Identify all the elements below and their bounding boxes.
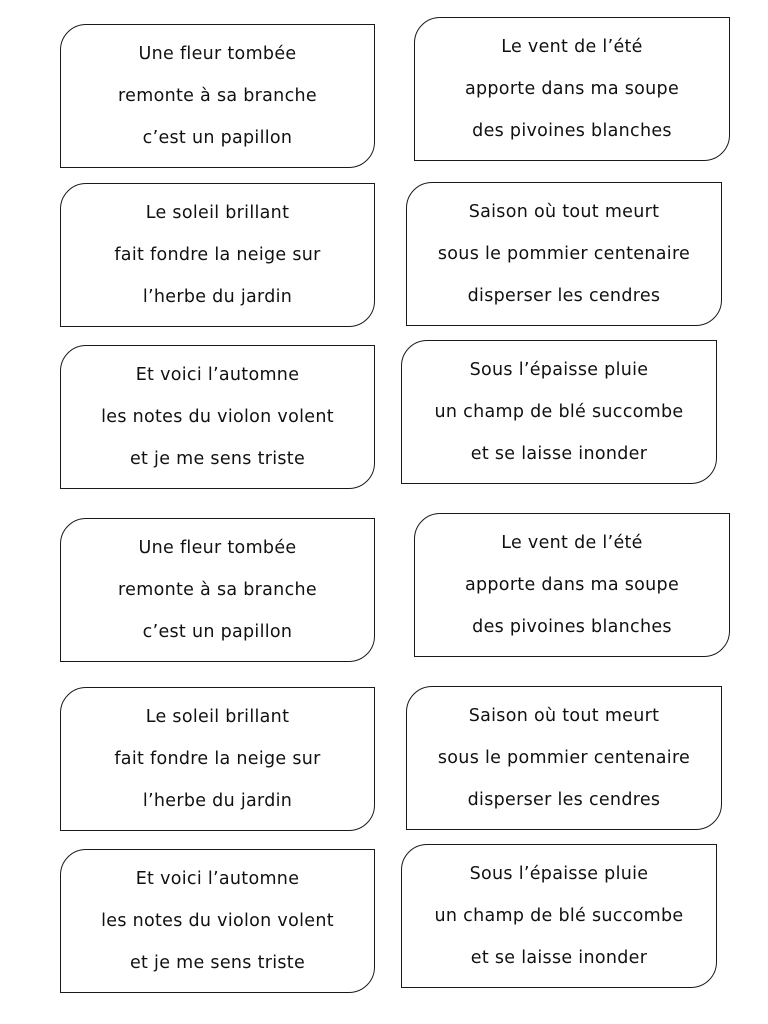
haiku-card [406,686,722,830]
haiku-line: Le soleil brillant [145,203,290,223]
haiku-line: l’herbe du jardin [142,791,293,811]
haiku-card [414,17,730,161]
haiku-line: sous le pommier centenaire [437,244,691,264]
haiku-line: c’est un papillon [142,622,293,642]
haiku-line: Saison où tout meurt [468,202,660,222]
haiku-card [60,849,375,993]
haiku-card [60,518,375,662]
haiku-line: Sous l’épaisse pluie [469,360,649,380]
haiku-line: des pivoines blanches [472,121,672,141]
haiku-line: Une fleur tombée [138,538,297,558]
haiku-line: et se laisse inonder [470,948,648,968]
haiku-line: un champ de blé succombe [434,402,684,422]
haiku-card [414,513,730,657]
haiku-line: Le soleil brillant [145,707,290,727]
haiku-line: fait fondre la neige sur [114,245,321,265]
haiku-line: les notes du violon volent [101,407,334,427]
haiku-line: l’herbe du jardin [142,287,293,307]
haiku-card [60,687,375,831]
haiku-line: et je me sens triste [129,953,306,973]
haiku-card [60,345,375,489]
haiku-card [60,183,375,327]
haiku-line: remonte à sa branche [118,580,317,600]
haiku-line: Et voici l’automne [135,365,300,385]
haiku-card [60,24,375,168]
haiku-line: et se laisse inonder [470,444,648,464]
haiku-line: des pivoines blanches [472,617,672,637]
haiku-line: disperser les cendres [467,286,661,306]
haiku-line: Saison où tout meurt [468,706,660,726]
haiku-line: Une fleur tombée [138,44,297,64]
haiku-line: les notes du violon volent [101,911,334,931]
haiku-line: Sous l’épaisse pluie [469,864,649,884]
haiku-line: apporte dans ma soupe [464,79,680,99]
haiku-line: Et voici l’automne [135,869,300,889]
haiku-card [406,182,722,326]
haiku-line: Le vent de l’été [501,37,643,57]
haiku-line: Le vent de l’été [501,533,643,553]
haiku-card [401,340,717,484]
haiku-card [401,844,717,988]
haiku-line: et je me sens triste [129,449,306,469]
haiku-line: disperser les cendres [467,790,661,810]
haiku-line: fait fondre la neige sur [114,749,321,769]
haiku-line: remonte à sa branche [118,86,317,106]
haiku-line: un champ de blé succombe [434,906,684,926]
haiku-line: c’est un papillon [142,128,293,148]
haiku-line: apporte dans ma soupe [464,575,680,595]
haiku-line: sous le pommier centenaire [437,748,691,768]
